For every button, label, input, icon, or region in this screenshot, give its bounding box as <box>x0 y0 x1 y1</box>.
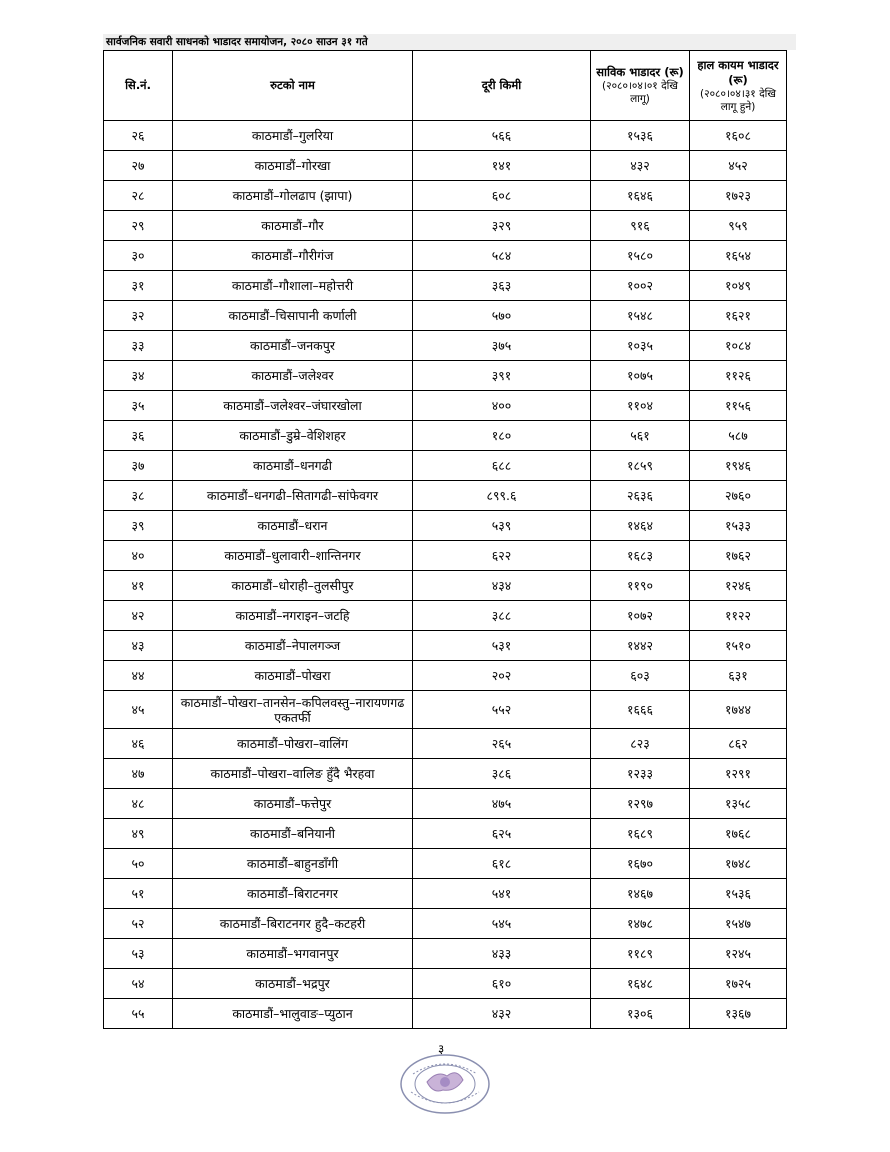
cell-sn: ४७ <box>104 759 173 789</box>
cell-route: काठमाडौं–पोखरा–वालिंग <box>173 729 413 759</box>
cell-route: काठमाडौं–नेपालगञ्ज <box>173 631 413 661</box>
cell-route: काठमाडौं–जनकपुर <box>173 331 413 361</box>
header-new-rate-label: हाल कायम भाडादर (रू) <box>697 57 779 87</box>
cell-sn: ५५ <box>104 999 173 1029</box>
table-header-row <box>104 51 787 121</box>
cell-sn: ३६ <box>104 421 173 451</box>
cell-distance: २०२ <box>413 661 591 691</box>
cell-new-rate: ११२२ <box>690 601 787 631</box>
table-row <box>104 999 787 1029</box>
cell-route: काठमाडौं–धोराही–तुलसीपुर <box>173 571 413 601</box>
cell-sn: ३५ <box>104 391 173 421</box>
header-new-rate <box>690 51 787 121</box>
table-row <box>104 241 787 271</box>
cell-old-rate: ११८९ <box>591 939 690 969</box>
table-row <box>104 211 787 241</box>
cell-distance: ४३३ <box>413 939 591 969</box>
cell-route: काठमाडौं–धरान <box>173 511 413 541</box>
cell-sn: २६ <box>104 121 173 151</box>
cell-route: काठमाडौं–बिराटनगर <box>173 879 413 909</box>
cell-old-rate: ९१६ <box>591 211 690 241</box>
table-row <box>104 481 787 511</box>
table-row <box>104 729 787 759</box>
table-row <box>104 969 787 999</box>
cell-old-rate: ४३२ <box>591 151 690 181</box>
page-number: ३ <box>438 1042 445 1056</box>
header-sn: सि.नं. <box>104 51 173 121</box>
cell-distance: ३९१ <box>413 361 591 391</box>
cell-distance: ५४१ <box>413 879 591 909</box>
cell-old-rate: १६७० <box>591 849 690 879</box>
cell-sn: ४२ <box>104 601 173 631</box>
table-row <box>104 571 787 601</box>
cell-route: काठमाडौं–जलेश्वर–जंघारखोला <box>173 391 413 421</box>
cell-route: काठमाडौं–चिसापानी कर्णाली <box>173 301 413 331</box>
cell-route: काठमाडौं–धनगढी–सितागढी–सांफेवगर <box>173 481 413 511</box>
cell-old-rate: १४६७ <box>591 879 690 909</box>
page-title: सार्वजनिक सवारी साधनको भाडादर समायोजन, २०८० साउन ३१ गते <box>103 34 796 50</box>
cell-sn: ५१ <box>104 879 173 909</box>
table-row <box>104 691 787 729</box>
cell-distance: ४३४ <box>413 571 591 601</box>
header-distance: दूरी किमी <box>413 51 591 121</box>
cell-route: काठमाडौं–गोलढाप (झापा) <box>173 181 413 211</box>
cell-old-rate: १५८० <box>591 241 690 271</box>
cell-route: काठमाडौं–भगवानपुर <box>173 939 413 969</box>
cell-sn: ५४ <box>104 969 173 999</box>
table-row <box>104 631 787 661</box>
cell-old-rate: १४४२ <box>591 631 690 661</box>
table-row <box>104 511 787 541</box>
cell-new-rate: १७४८ <box>690 849 787 879</box>
header-old-rate <box>591 51 690 121</box>
cell-sn: ४३ <box>104 631 173 661</box>
cell-sn: २७ <box>104 151 173 181</box>
cell-new-rate: १६२१ <box>690 301 787 331</box>
cell-old-rate: ८२३ <box>591 729 690 759</box>
cell-old-rate: १६८३ <box>591 541 690 571</box>
cell-new-rate: १६०८ <box>690 121 787 151</box>
cell-new-rate: ११५६ <box>690 391 787 421</box>
table-row <box>104 939 787 969</box>
cell-new-rate: १२४५ <box>690 939 787 969</box>
cell-new-rate: १७६२ <box>690 541 787 571</box>
office-seal-stamp <box>397 1052 493 1116</box>
cell-route: काठमाडौं–भालुवाङ–प्युठान <box>173 999 413 1029</box>
cell-new-rate: २७६० <box>690 481 787 511</box>
cell-distance: ३६३ <box>413 271 591 301</box>
cell-new-rate: १५३३ <box>690 511 787 541</box>
cell-new-rate: ४५२ <box>690 151 787 181</box>
cell-route: काठमाडौं–गौशाला–महोत्तरी <box>173 271 413 301</box>
table-row <box>104 421 787 451</box>
cell-old-rate: ५६१ <box>591 421 690 451</box>
table-row <box>104 759 787 789</box>
table-row <box>104 331 787 361</box>
cell-sn: ३७ <box>104 451 173 481</box>
cell-distance: ५५२ <box>413 691 591 729</box>
cell-new-rate: १९४६ <box>690 451 787 481</box>
cell-old-rate: १५३६ <box>591 121 690 151</box>
cell-distance: ५४५ <box>413 909 591 939</box>
cell-old-rate: २६३६ <box>591 481 690 511</box>
cell-old-rate: ११०४ <box>591 391 690 421</box>
cell-new-rate: १६५४ <box>690 241 787 271</box>
cell-new-rate: १२९१ <box>690 759 787 789</box>
table-row <box>104 121 787 151</box>
cell-route: काठमाडौं–पोखरा–तानसेन–कपिलवस्तु–नारायणगढ एकतर्फी <box>173 691 413 729</box>
table-row <box>104 181 787 211</box>
cell-new-rate: ८६२ <box>690 729 787 759</box>
cell-new-rate: ५८७ <box>690 421 787 451</box>
cell-route: काठमाडौं–गौरीगंज <box>173 241 413 271</box>
cell-old-rate: १५४८ <box>591 301 690 331</box>
cell-old-rate: १२३३ <box>591 759 690 789</box>
cell-distance: ५३१ <box>413 631 591 661</box>
cell-sn: ३९ <box>104 511 173 541</box>
cell-old-rate: १६८९ <box>591 819 690 849</box>
cell-new-rate: १५४७ <box>690 909 787 939</box>
cell-sn: ५० <box>104 849 173 879</box>
cell-new-rate: १२४६ <box>690 571 787 601</box>
cell-new-rate: ९५९ <box>690 211 787 241</box>
cell-distance: ४०० <box>413 391 591 421</box>
cell-sn: २८ <box>104 181 173 211</box>
table-row <box>104 301 787 331</box>
cell-new-rate: १७४४ <box>690 691 787 729</box>
cell-route: काठमाडौं–गोरखा <box>173 151 413 181</box>
cell-distance: ६०८ <box>413 181 591 211</box>
cell-sn: ३३ <box>104 331 173 361</box>
table-row <box>104 391 787 421</box>
cell-distance: ३२९ <box>413 211 591 241</box>
cell-new-rate: १५३६ <box>690 879 787 909</box>
cell-new-rate: १३६७ <box>690 999 787 1029</box>
cell-sn: २९ <box>104 211 173 241</box>
cell-route: काठमाडौं–फत्तेपुर <box>173 789 413 819</box>
cell-route: काठमाडौं–पोखरा–वालिङ हुँदै भैरहवा <box>173 759 413 789</box>
table-row <box>104 361 787 391</box>
cell-distance: ५८४ <box>413 241 591 271</box>
table-row <box>104 151 787 181</box>
cell-sn: ३२ <box>104 301 173 331</box>
table-row <box>104 819 787 849</box>
cell-old-rate: १६६६ <box>591 691 690 729</box>
cell-sn: ४१ <box>104 571 173 601</box>
cell-new-rate: १०८४ <box>690 331 787 361</box>
cell-route: काठमाडौं–नगराइन–जटहि <box>173 601 413 631</box>
cell-route: काठमाडौं–डुम्रे–वेशिशहर <box>173 421 413 451</box>
cell-route: काठमाडौं–गौर <box>173 211 413 241</box>
cell-new-rate: १७६८ <box>690 819 787 849</box>
header-old-rate-label: साविक भाडादर (रू) <box>596 65 684 79</box>
cell-old-rate: १०७५ <box>591 361 690 391</box>
cell-route: काठमाडौं–बनियानी <box>173 819 413 849</box>
cell-route: काठमाडौं–धनगढी <box>173 451 413 481</box>
cell-distance: १४१ <box>413 151 591 181</box>
cell-distance: ५६६ <box>413 121 591 151</box>
cell-route: काठमाडौं–बिराटनगर हुदै–कटहरी <box>173 909 413 939</box>
cell-route: काठमाडौं–बाहुनडाँगी <box>173 849 413 879</box>
cell-old-rate: १०७२ <box>591 601 690 631</box>
cell-new-rate: १५१० <box>690 631 787 661</box>
table-row <box>104 789 787 819</box>
cell-distance: ५७० <box>413 301 591 331</box>
cell-distance: ३७५ <box>413 331 591 361</box>
cell-distance: ५३९ <box>413 511 591 541</box>
cell-route: काठमाडौं–भद्रपुर <box>173 969 413 999</box>
cell-old-rate: १६४८ <box>591 969 690 999</box>
table-row <box>104 879 787 909</box>
cell-new-rate: १७२३ <box>690 181 787 211</box>
table-row <box>104 271 787 301</box>
table-row <box>104 541 787 571</box>
table-row <box>104 849 787 879</box>
cell-route: काठमाडौं–जलेश्वर <box>173 361 413 391</box>
cell-distance: ४३२ <box>413 999 591 1029</box>
cell-old-rate: १६४६ <box>591 181 690 211</box>
cell-old-rate: १०३५ <box>591 331 690 361</box>
cell-distance: २६५ <box>413 729 591 759</box>
cell-sn: ४४ <box>104 661 173 691</box>
cell-new-rate: १३५८ <box>690 789 787 819</box>
cell-sn: ४० <box>104 541 173 571</box>
cell-new-rate: ६३१ <box>690 661 787 691</box>
cell-distance: ३८८ <box>413 601 591 631</box>
cell-sn: ३४ <box>104 361 173 391</box>
cell-new-rate: ११२६ <box>690 361 787 391</box>
cell-new-rate: १७२५ <box>690 969 787 999</box>
table-row <box>104 661 787 691</box>
cell-old-rate: १४७८ <box>591 909 690 939</box>
cell-sn: ४६ <box>104 729 173 759</box>
cell-distance: ४७५ <box>413 789 591 819</box>
cell-old-rate: १२९७ <box>591 789 690 819</box>
cell-distance: ८९९.६ <box>413 481 591 511</box>
cell-sn: ४९ <box>104 819 173 849</box>
cell-old-rate: ६०३ <box>591 661 690 691</box>
table-row <box>104 451 787 481</box>
cell-old-rate: १४६४ <box>591 511 690 541</box>
cell-old-rate: १८५९ <box>591 451 690 481</box>
table-row <box>104 601 787 631</box>
header-old-rate-note: (२०८०।०४।०१ देखि लागू) <box>602 80 678 105</box>
table-body <box>104 121 787 1029</box>
cell-sn: ४५ <box>104 691 173 729</box>
cell-sn: ३० <box>104 241 173 271</box>
cell-old-rate: १००२ <box>591 271 690 301</box>
cell-sn: ४८ <box>104 789 173 819</box>
cell-new-rate: १०४९ <box>690 271 787 301</box>
cell-old-rate: १३०६ <box>591 999 690 1029</box>
cell-distance: ६२५ <box>413 819 591 849</box>
cell-distance: ६१० <box>413 969 591 999</box>
cell-sn: ३८ <box>104 481 173 511</box>
cell-route: काठमाडौं–धुलावारी–शान्तिनगर <box>173 541 413 571</box>
cell-old-rate: ११९० <box>591 571 690 601</box>
table-row <box>104 909 787 939</box>
fare-table <box>103 50 787 1029</box>
cell-distance: ६२२ <box>413 541 591 571</box>
cell-sn: ५३ <box>104 939 173 969</box>
cell-sn: ५२ <box>104 909 173 939</box>
cell-distance: ६१८ <box>413 849 591 879</box>
header-new-rate-note: (२०८०।०४।३१ देखि लागू हुने) <box>700 87 776 113</box>
cell-distance: १८० <box>413 421 591 451</box>
cell-route: काठमाडौं–पोखरा <box>173 661 413 691</box>
cell-distance: ६८८ <box>413 451 591 481</box>
cell-route: काठमाडौं–गुलरिया <box>173 121 413 151</box>
header-route: रुटको नाम <box>173 51 413 121</box>
cell-distance: ३८६ <box>413 759 591 789</box>
cell-sn: ३१ <box>104 271 173 301</box>
